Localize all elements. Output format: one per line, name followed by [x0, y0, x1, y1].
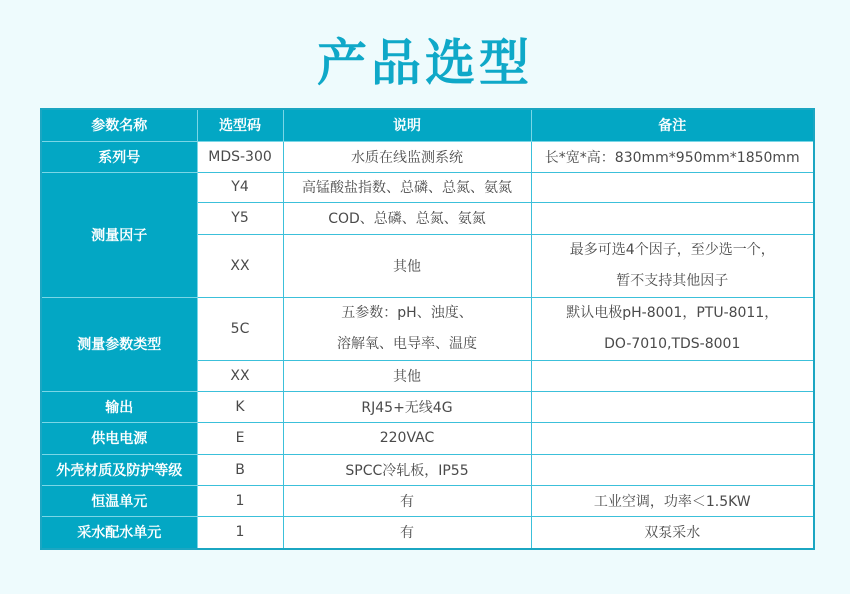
code-cell: XX	[197, 234, 283, 297]
code-cell: XX	[197, 360, 283, 391]
desc-cell	[283, 297, 531, 360]
desc-cell: SPCC冷轧板，IP55	[283, 454, 531, 485]
note-cell	[531, 422, 814, 454]
desc-line: 溶解氧、电导率、温度	[337, 335, 477, 352]
code-cell: 1	[197, 485, 283, 516]
desc-cell: 其他	[283, 360, 531, 391]
header-description: 说明	[283, 109, 531, 141]
table-row	[41, 422, 814, 454]
header-selection-code: 选型码	[197, 109, 283, 141]
param-cell: 供电电源	[41, 422, 197, 454]
table-row	[41, 454, 814, 485]
desc-cell: 水质在线监测系统	[283, 141, 531, 172]
param-cell: 恒温单元	[41, 485, 197, 516]
note-cell	[531, 391, 814, 422]
table-row	[41, 297, 814, 360]
desc-cell: COD、总磷、总氮、氨氮	[283, 202, 531, 234]
code-cell: E	[197, 422, 283, 454]
desc-cell: 高锰酸盐指数、总磷、总氮、氨氮	[283, 172, 531, 202]
table-row	[41, 516, 814, 549]
code-cell: Y5	[197, 202, 283, 234]
note-line: 暂不支持其他因子	[616, 272, 729, 289]
note-cell: 长*宽*高：830mm*950mm*1850mm	[531, 141, 814, 172]
desc-cell: 其他	[283, 234, 531, 297]
note-cell: 双泵采水	[531, 516, 814, 549]
note-cell	[531, 297, 814, 360]
desc-line: 五参数：pH、浊度、	[341, 304, 473, 321]
note-cell	[531, 234, 814, 297]
param-cell: 采水配水单元	[41, 516, 197, 549]
table-header-row	[41, 109, 814, 141]
param-cell: 外壳材质及防护等级	[41, 454, 197, 485]
desc-cell: 有	[283, 485, 531, 516]
code-cell: MDS-300	[197, 141, 283, 172]
param-cell: 输出	[41, 391, 197, 422]
desc-cell: 有	[283, 516, 531, 549]
note-cell: 工业空调，功率＜1.5KW	[531, 485, 814, 516]
note-cell	[531, 360, 814, 391]
table-row	[41, 391, 814, 422]
table-row	[41, 485, 814, 516]
table-row	[41, 172, 814, 202]
note-cell	[531, 172, 814, 202]
code-cell: 5C	[197, 297, 283, 360]
param-cell: 测量参数类型	[41, 297, 197, 391]
code-cell: Y4	[197, 172, 283, 202]
note-line: 最多可选4个因子，至少选一个，	[569, 241, 775, 258]
code-cell: K	[197, 391, 283, 422]
desc-cell: 220VAC	[283, 422, 531, 454]
table-row	[41, 141, 814, 172]
product-selection-table	[40, 108, 815, 550]
note-cell	[531, 454, 814, 485]
param-cell: 系列号	[41, 141, 197, 172]
header-remarks: 备注	[531, 109, 814, 141]
note-line: 默认电极pH-8001，PTU-8011，	[566, 304, 779, 321]
desc-cell: RJ45+无线4G	[283, 391, 531, 422]
page-title: 产品选型	[317, 34, 533, 92]
param-cell: 测量因子	[41, 172, 197, 297]
code-cell: 1	[197, 516, 283, 549]
header-param-name: 参数名称	[41, 109, 197, 141]
code-cell: B	[197, 454, 283, 485]
note-cell	[531, 202, 814, 234]
note-line: DO-7010,TDS-8001	[604, 335, 741, 352]
